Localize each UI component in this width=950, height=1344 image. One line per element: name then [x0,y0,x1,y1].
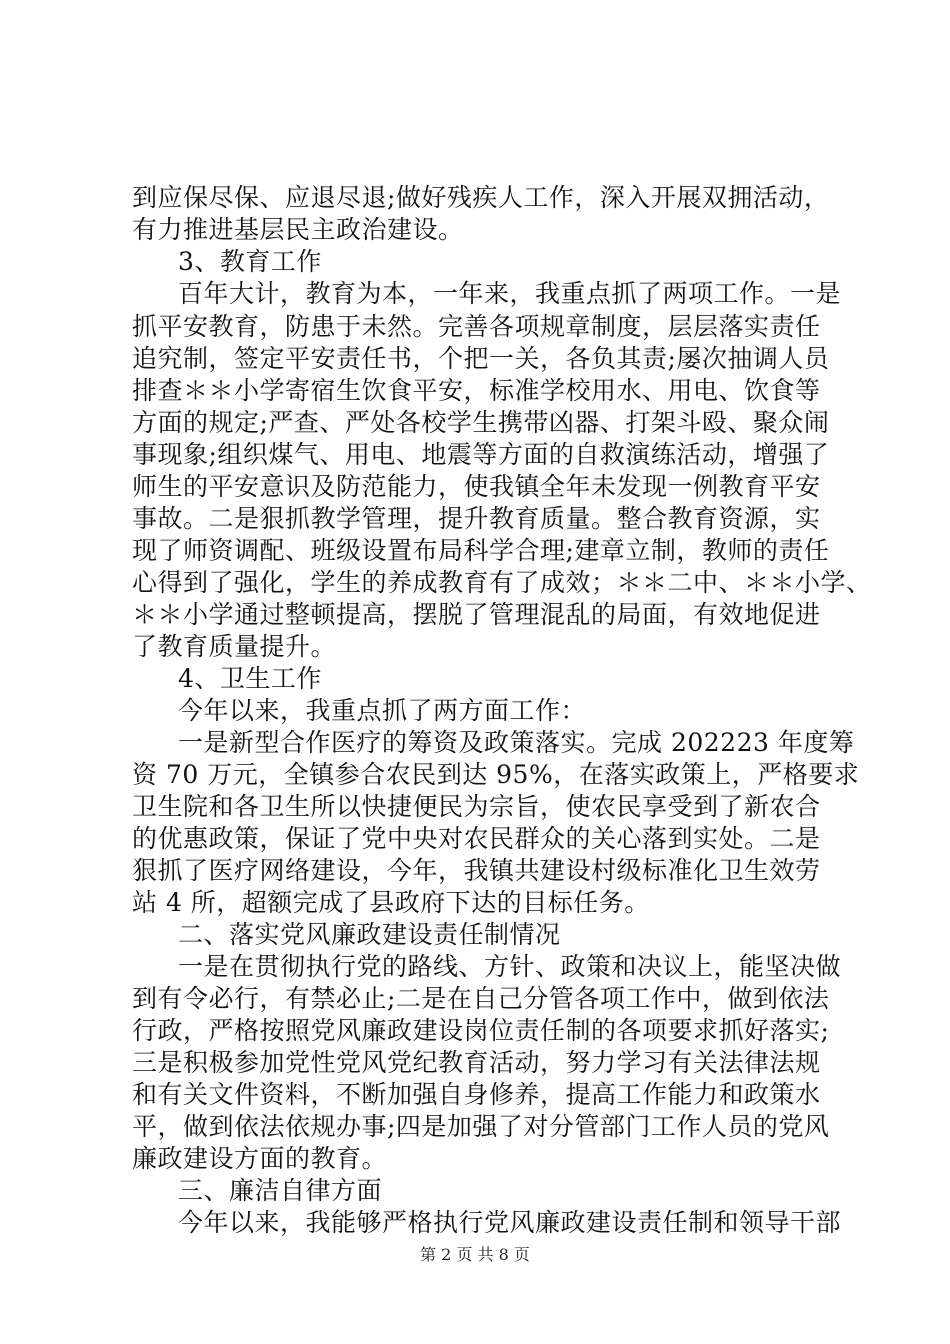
body-text-line: 和有关文件资料，不断加强自身修养，提高工作能力和政策水 [132,1080,821,1109]
body-text-line: 抓平安教育，防患于未然。完善各项规章制度，层层落实责任 [132,312,821,341]
page-number-footer: 第 2 页 共 8 页 [420,1245,530,1264]
body-text-line: 现了师资调配、班级设置布局科学合理;建章立制，教师的责任 [132,536,830,565]
body-text-line: 事故。二是狠抓教学管理，提升教育质量。整合教育资源，实 [132,504,821,533]
body-text-line: 师生的平安意识及防范能力，使我镇全年未发现一例教育平安 [132,472,821,501]
body-text-line: 一是在贯彻执行党的路线、方针、政策和决议上，能坚决做 [178,952,842,981]
body-text-line: 到应保尽保、应退尽退;做好残疾人工作，深入开展双拥活动， [132,183,830,212]
body-text-line: 百年大计，教育为本，一年来，我重点抓了两项工作。一是 [178,279,842,308]
body-text-line: 方面的规定;严查、严处各校学生携带凶器、打架斗殴、聚众闹 [132,408,830,437]
body-text-line: 资 70 万元，全镇参合农民到达 95%，在落实政策上，严格要求 [132,760,860,789]
body-text-line: 狠抓了医疗网络建设，今年，我镇共建设村级标准化卫生效劳 [132,856,821,885]
section-heading-health: 4、卫生工作 [178,664,322,693]
section-heading-education: 3、教育工作 [178,247,322,276]
body-text-line: 到有令必行，有禁必止;二是在自己分管各项工作中，做到依法 [132,984,830,1013]
body-text-line: 心得到了强化，学生的养成教育有了成效；＊＊二中、＊＊小学、 [132,568,872,597]
body-text-line: 今年以来，我重点抓了两方面工作： [178,696,587,725]
body-text-line: 廉政建设方面的教育。 [132,1144,388,1173]
body-text-line: 一是新型合作医疗的筹资及政策落实。完成 202223 年度筹 [178,728,855,757]
body-text-line: 行政，严格按照党风廉政建设岗位责任制的各项要求抓好落实; [132,1016,830,1045]
section-heading-party-conduct: 二、落实党风廉政建设责任制情况 [178,920,561,949]
body-text-line: 事现象;组织煤气、用电、地震等方面的自救演练活动，增强了 [132,440,830,469]
body-text-line: 追究制，签定平安责任书，个把一关，各负其责;屡次抽调人员 [132,344,830,373]
body-text-line: 的优惠政策，保证了党中央对农民群众的关心落到实处。二是 [132,824,821,853]
body-text-line: 有力推进基层民主政治建设。 [132,215,464,244]
body-text-line: 卫生院和各卫生所以快捷便民为宗旨，使农民享受到了新农合 [132,792,821,821]
body-text-line: 了教育质量提升。 [132,632,337,661]
body-text-line: ＊＊小学通过整顿提高，摆脱了管理混乱的局面，有效地促进 [132,600,821,629]
section-heading-integrity: 三、廉洁自律方面 [178,1176,383,1205]
body-text-line: 排查＊＊小学寄宿生饮食平安，标准学校用水、用电、饮食等 [132,376,821,405]
body-text-line: 平，做到依法依规办事;四是加强了对分管部门工作人员的党风 [132,1112,830,1141]
body-text-line: 三是积极参加党性党风党纪教育活动，努力学习有关法律法规 [132,1048,821,1077]
body-text-line: 站 4 所，超额完成了县政府下达的目标任务。 [132,888,650,917]
body-text-line: 今年以来，我能够严格执行党风廉政建设责任制和领导干部 [178,1208,842,1237]
